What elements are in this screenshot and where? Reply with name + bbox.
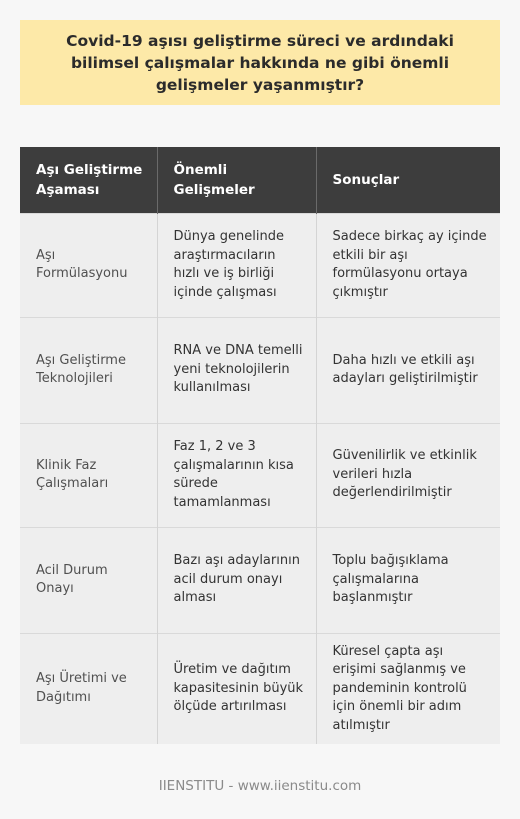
footer-credit: IIENSTITU - www.iienstitu.com [158,778,362,794]
page-title: Covid-19 aşısı geliştirme süreci ve ardındaki bilimsel çalışmalar hakkında ne gibi önemli gelişmeler yaşanmıştır? [66,31,454,94]
development-cell: Bazı aşı adaylarının acil durum onayı alması [157,527,316,633]
table-row [20,317,500,423]
stage-cell: Klinik Faz Çalışmaları [20,423,157,527]
development-cell: Dünya genelinde araştırmacıların hızlı ve iş birliği içinde çalışması [157,213,316,317]
header-results: Sonuçlar [316,147,500,213]
result-cell: Daha hızlı ve etkili aşı adayları geliştirilmiştir [316,317,500,423]
header-developments: Önemli Gelişmeler [157,147,316,213]
table-header-row [20,147,500,213]
development-table [20,147,500,744]
table-row [20,633,500,744]
result-cell: Güvenilirlik ve etkinlik verileri hızla değerlendirilmiştir [316,423,500,527]
result-cell: Toplu bağışıklama çalışmalarına başlanmıştır [316,527,500,633]
table-row [20,423,500,527]
stage-cell: Aşı Üretimi ve Dağıtımı [20,633,157,744]
development-cell: RNA ve DNA temelli yeni teknolojilerin kullanılması [157,317,316,423]
stage-cell: Aşı Geliştirme Teknolojileri [20,317,157,423]
stage-cell: Acil Durum Onayı [20,527,157,633]
result-cell: Küresel çapta aşı erişimi sağlanmış ve pandeminin kontrolü için önemli bir adım atılmıştır [316,633,500,744]
development-cell: Üretim ve dağıtım kapasitesinin büyük ölçüde artırılması [157,633,316,744]
result-cell: Sadece birkaç ay içinde etkili bir aşı formülasyonu ortaya çıkmıştır [316,213,500,317]
table-row [20,527,500,633]
development-cell: Faz 1, 2 ve 3 çalışmalarının kısa sürede tamamlanması [157,423,316,527]
table-row [20,213,500,317]
stage-cell: Aşı Formülasyonu [20,213,157,317]
header-stage: Aşı Geliştirme Aşaması [20,147,157,213]
title-banner [20,20,500,105]
